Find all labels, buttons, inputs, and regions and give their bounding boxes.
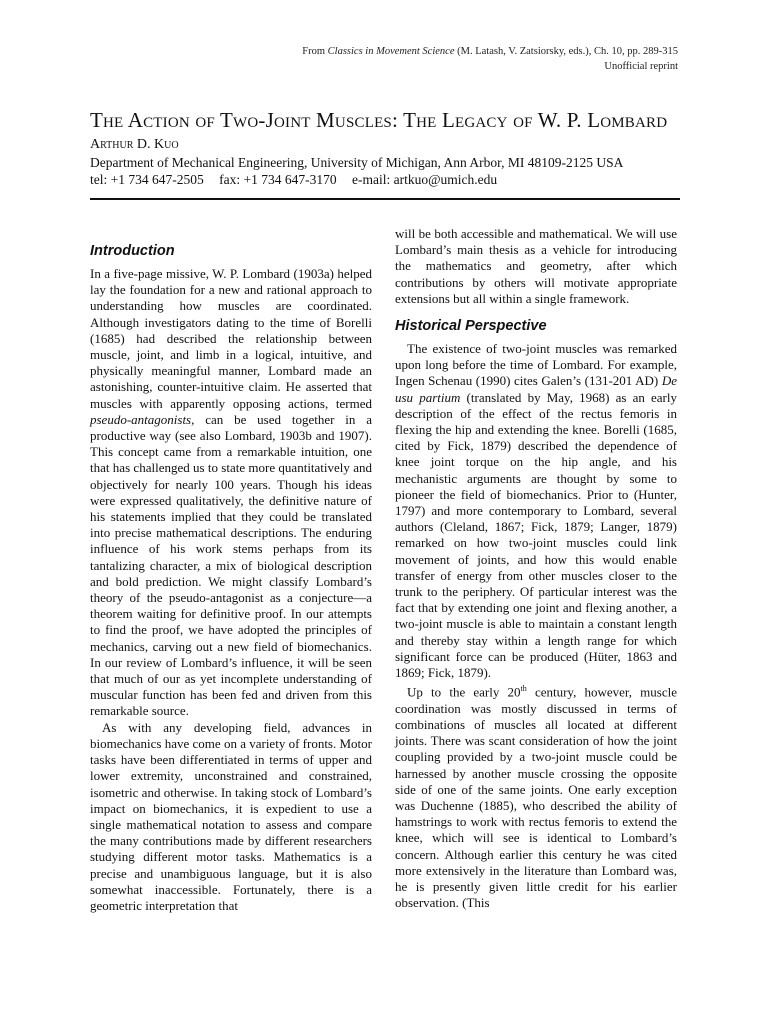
author-affiliation: Department of Mechanical Engineering, University of Michigan, Ann Arbor, MI 48109-2125 USA [90,155,624,170]
contact-line [90,171,690,188]
intro-paragraph-continued: will be both accessible and mathematical. We will use Lombard’s main thesis as a vehicle for introducing the mathematics and geometry, after which contributions by others will motivate appropriate extensions but all within a single framework. [395,226,677,306]
section-heading-introduction: Introduction [90,243,175,259]
source-suffix: (M. Latash, V. Zatsiorsky, eds.), Ch. 10, pp. 289-315 [454,46,678,57]
telephone: tel: +1 734 647-2505 [90,172,204,187]
email: e-mail: artkuo@umich.edu [351,172,498,187]
author-name: Arthur D. Kuo [90,137,179,152]
reprint-note [302,44,678,74]
reprint-label: Unofficial reprint [604,61,678,72]
title-block [90,107,690,188]
source-book-title: Classics in Movement Science [327,46,455,57]
fax: fax: +1 734 647-3170 [219,172,337,187]
history-p2-start: Up to the early 20 [407,684,521,700]
term-pseudo-antagonists: pseudo-antagonists [90,411,192,427]
intro-paragraph-2: As with any developing field, advances in biomechanics have come on a variety of fronts. Motor tasks have been differentiated in terms of upper and lower extremity, unconstrained and constrained, isometric and otherwise. In taking stock of Lombard’s impact on biomechanics, it is expedient to use a single mathematical notation to assess and compare the many contributions made by different researchers studying different motor tasks. Mathematics is a precise and unambiguous language, but it is also somewhat inaccessible. Fortunately, there is a geometric interpretation that [90,719,372,913]
history-p2-rest: century, however, muscle coordination was mostly discussed in terms of combinations of muscles all located at different joints. There was scant consideration of how the joint coupling provided by a two-joint muscle could be harnessed by another muscle crossing the opposite side of one of the same joints. One early exception was Duchenne (1885), who described the ability of hamstrings to work with rectus femoris to extend the knee, which will see is identical to Lombard’s concern. Although earlier this century he was cited more extensively in the literature than Lombard was, he is presently given little credit for his earlier observation. (This [395,684,677,911]
intro-paragraph-1: In a five-page missive, W. P. Lombard (1903a) helped lay the foundation for a new and rational approach to understanding how muscles are coordinated. Although investigators dating to the time of Borelli (1685) had described the relationship between muscle, joint, and limb in a logical, intuitive, and physically meaningful manner, Lombard made an astonishing, counter-intuitive claim. He asserted that muscles with apparently opposing actions, termed pseudo-antagonists, can be used together in a productive way (see also Lombard, 1903b and 1907). This concept came from a remarkable intuition, one that has challenged us to state more quantitatively and objectively for nearly 100 years. Though his ideas were expressed qualitatively, the definitive nature of his statements implied that they could be translated into precise mathematical descriptions. The enduring influence of his work stems perhaps from its tantalizing character, a mix of biological description and bold prediction. We might classify Lombard’s theory of the pseudo-antagonist as a conjecture—a theorem waiting for definitive proof. In our attempts to find the proof, we have adopted the principles of mechanics, carving out a new field of biomechanics. In our review of Lombard’s influence, it will be seen that much of our as yet incomplete understanding of muscular function has been fed and driven from this remarkable source. [90,266,372,719]
history-paragraph-1: The existence of two-joint muscles was remarked upon long before the time of Lombard. For example, Ingen Schenau (1990) cites Galen’s (131-201 AD) De usu partium (translated by May, 1968) as an early description of the effect of the rectus femoris in flexing the hip and extending the knee. Borelli (1685, cited by Fick, 1879) described the dependence of knee joint torque on the hip angle, and his mechanistic arguments are thought by some to pioneer the field of biomechanics. Prior to (Hunter, 1797) and more contemporary to Lombard, several authors (Cleland, 1867; Fick, 1879; Langer, 1879) remarked on how two-joint muscles could link movement of joints, and how this would enable transfer of energy from other muscles closer to the trunk to the periphery. Of particular interest was the fact that by extending one joint and flexing another, a two-joint muscle is able to maintain a constant length and thereby stay within a length range for which significant force can be produced (Hüter, 1863 and 1869; Fick, 1879). [395,341,677,681]
paper-title: The Action of Two-Joint Muscles: The Legacy of W. P. Lombard [90,108,668,132]
title-divider [90,198,680,200]
work-title-de-usu-partium: De usu partium [395,373,677,405]
right-column [395,226,677,911]
left-column [90,242,372,914]
source-prefix: From [302,46,328,57]
superscript-th: th [520,684,527,694]
history-paragraph-2 [395,681,677,911]
source-line [302,44,678,59]
section-heading-historical-perspective: Historical Perspective [395,318,547,335]
